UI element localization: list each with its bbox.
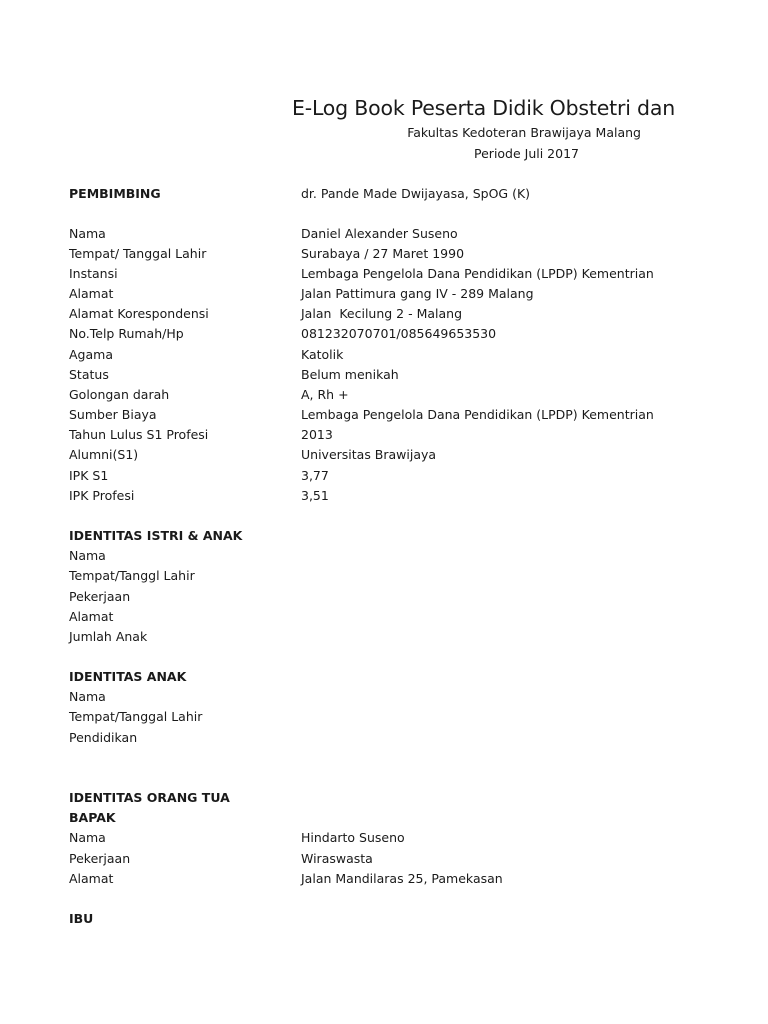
child-row bbox=[0, 728, 768, 748]
field-value: Surabaya / 27 Maret 1990 bbox=[301, 246, 465, 261]
field-label: Tahun Lulus S1 Profesi bbox=[69, 427, 209, 442]
field-value: Daniel Alexander Suseno bbox=[301, 226, 458, 241]
field-label: No.Telp Rumah/Hp bbox=[69, 326, 184, 341]
field-label: Nama bbox=[69, 689, 106, 704]
field-value: Lembaga Pengelola Dana Pendidikan (LPDP) Kementrian bbox=[301, 407, 654, 422]
spouse-row bbox=[0, 587, 768, 607]
field-value: 3,77 bbox=[301, 468, 329, 483]
field-label: Pendidikan bbox=[69, 730, 138, 745]
spouse-section bbox=[0, 526, 768, 546]
personal-row bbox=[0, 405, 768, 425]
field-value: Jalan Pattimura gang IV - 289 Malang bbox=[301, 286, 534, 301]
mother-section bbox=[0, 909, 768, 929]
field-label: Tempat/Tanggl Lahir bbox=[69, 568, 195, 583]
field-label: Nama bbox=[69, 830, 106, 845]
father-row bbox=[0, 828, 768, 848]
personal-row bbox=[0, 304, 768, 324]
field-value: Katolik bbox=[301, 347, 344, 362]
child-section bbox=[0, 667, 768, 687]
personal-row bbox=[0, 365, 768, 385]
field-value: Universitas Brawijaya bbox=[301, 447, 437, 462]
supervisor-row bbox=[0, 184, 768, 204]
personal-row bbox=[0, 425, 768, 445]
field-label: IPK Profesi bbox=[69, 488, 135, 503]
personal-row bbox=[0, 244, 768, 264]
personal-row bbox=[0, 486, 768, 506]
section-heading: IDENTITAS ORANG TUA bbox=[69, 790, 230, 805]
personal-row bbox=[0, 466, 768, 486]
supervisor-label: PEMBIMBING bbox=[69, 186, 161, 201]
field-value: Hindarto Suseno bbox=[301, 830, 405, 845]
field-label: Alamat Korespondensi bbox=[69, 306, 209, 321]
personal-row bbox=[0, 284, 768, 304]
field-value: Belum menikah bbox=[301, 367, 399, 382]
personal-row bbox=[0, 445, 768, 465]
field-label: Tempat/Tanggal Lahir bbox=[69, 709, 203, 724]
personal-row bbox=[0, 345, 768, 365]
spouse-row bbox=[0, 566, 768, 586]
section-heading: IDENTITAS ANAK bbox=[69, 669, 187, 684]
field-value: 081232070701/085649653530 bbox=[301, 326, 497, 341]
document-title: E-Log Book Peserta Didik Obstetri dan bbox=[292, 96, 676, 120]
father-row bbox=[0, 849, 768, 869]
field-value: Wiraswasta bbox=[301, 851, 373, 866]
father-row bbox=[0, 869, 768, 889]
father-section bbox=[0, 808, 768, 828]
field-value: 2013 bbox=[301, 427, 333, 442]
field-value: Jalan Mandilaras 25, Pamekasan bbox=[301, 871, 503, 886]
field-label: Jumlah Anak bbox=[69, 629, 148, 644]
spouse-row bbox=[0, 627, 768, 647]
subsection-heading: BAPAK bbox=[69, 810, 116, 825]
personal-row bbox=[0, 324, 768, 344]
field-label: Nama bbox=[69, 226, 106, 241]
field-label: Pekerjaan bbox=[69, 589, 131, 604]
subsection-heading: IBU bbox=[69, 911, 94, 926]
field-label: Pekerjaan bbox=[69, 851, 131, 866]
field-label: Agama bbox=[69, 347, 113, 362]
field-label: Instansi bbox=[69, 266, 118, 281]
field-label: Alamat bbox=[69, 871, 114, 886]
field-label: Golongan darah bbox=[69, 387, 170, 402]
section-heading: IDENTITAS ISTRI & ANAK bbox=[69, 528, 243, 543]
personal-row bbox=[0, 224, 768, 244]
field-label: Alamat bbox=[69, 286, 114, 301]
field-value: Lembaga Pengelola Dana Pendidikan (LPDP) Kementrian bbox=[301, 266, 654, 281]
supervisor-value: dr. Pande Made Dwijayasa, SpOG (K) bbox=[301, 186, 531, 201]
field-value: 3,51 bbox=[301, 488, 329, 503]
document-period: Periode Juli 2017 bbox=[474, 146, 579, 161]
field-value: A, Rh + bbox=[301, 387, 349, 402]
child-row bbox=[0, 707, 768, 727]
spouse-row bbox=[0, 607, 768, 627]
personal-row bbox=[0, 385, 768, 405]
field-label: IPK S1 bbox=[69, 468, 109, 483]
personal-row bbox=[0, 264, 768, 284]
spouse-row bbox=[0, 546, 768, 566]
document-subtitle: Fakultas Kedoteran Brawijaya Malang bbox=[407, 125, 641, 140]
field-label: Alamat bbox=[69, 609, 114, 624]
field-label: Sumber Biaya bbox=[69, 407, 157, 422]
field-label: Alumni(S1) bbox=[69, 447, 139, 462]
field-value: Jalan Kecilung 2 - Malang bbox=[301, 306, 463, 321]
field-label: Status bbox=[69, 367, 109, 382]
field-label: Nama bbox=[69, 548, 106, 563]
field-label: Tempat/ Tanggal Lahir bbox=[69, 246, 207, 261]
child-row bbox=[0, 687, 768, 707]
parents-section bbox=[0, 788, 768, 808]
